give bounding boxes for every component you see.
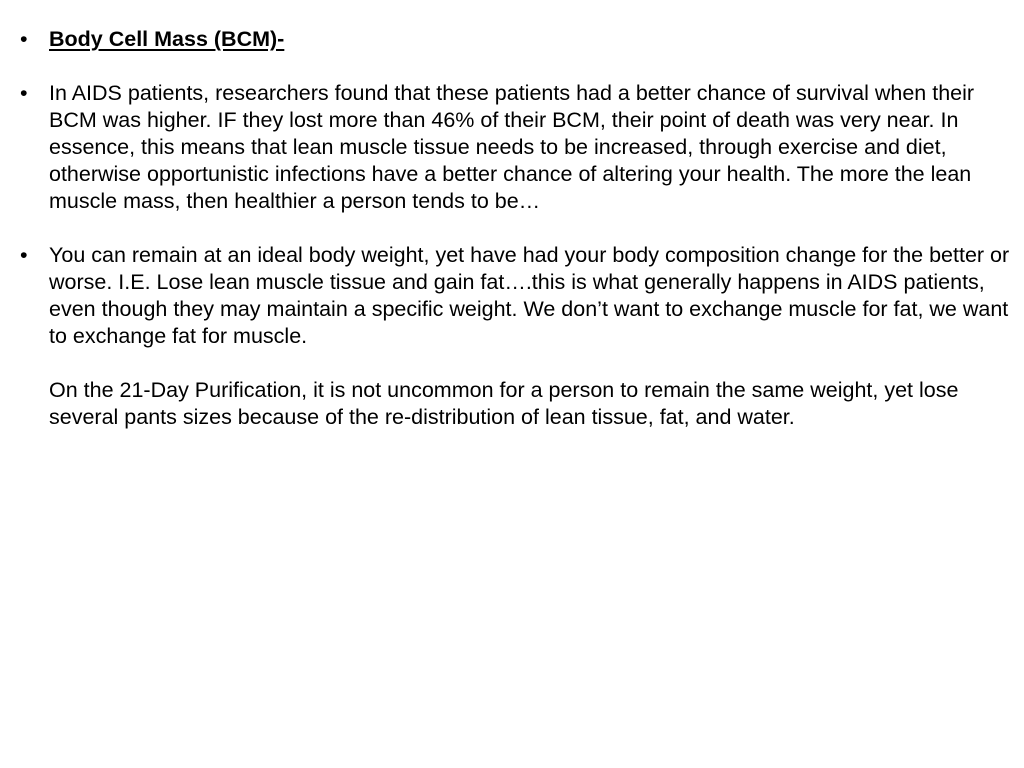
bullet-text: You can remain at an ideal body weight, yet have had your body composition change for the better or worse. I.E. Lose lean muscle tissue and gain fat….this is what generally happens in AIDS patients, even though they may maintain a specific weight. We don’t want to exchange muscle for fat, we want to exchange fat for muscle. [49,243,1010,348]
bullet-icon: • [20,243,28,267]
slide-heading: Body Cell Mass (BCM)- [49,27,285,51]
bullet-icon: • [20,81,28,105]
bullet-icon: • [20,27,28,51]
closing-paragraph: On the 21-Day Purification, it is not uncommon for a person to remain the same weight, yet lose several pants sizes because of the re-distribution of lean tissue, fat, and water. [49,378,959,429]
bullet-item-bcm-aids [20,80,1018,215]
slide-content [20,26,1018,458]
bullet-item-heading [20,26,1018,53]
bullet-text: In AIDS patients, researchers found that these patients had a better chance of survival when their BCM was higher. IF they lost more than 46% of their BCM, their point of death was very near. In essence, this means that lean muscle tissue needs to be increased, through exercise and diet, otherwise opportunistic infections have a better chance of altering your health. The more the lean muscle mass, then healthier a person tends to be… [49,81,975,213]
closing-paragraph-item [20,377,1018,431]
bullet-item-body-composition [20,242,1018,350]
